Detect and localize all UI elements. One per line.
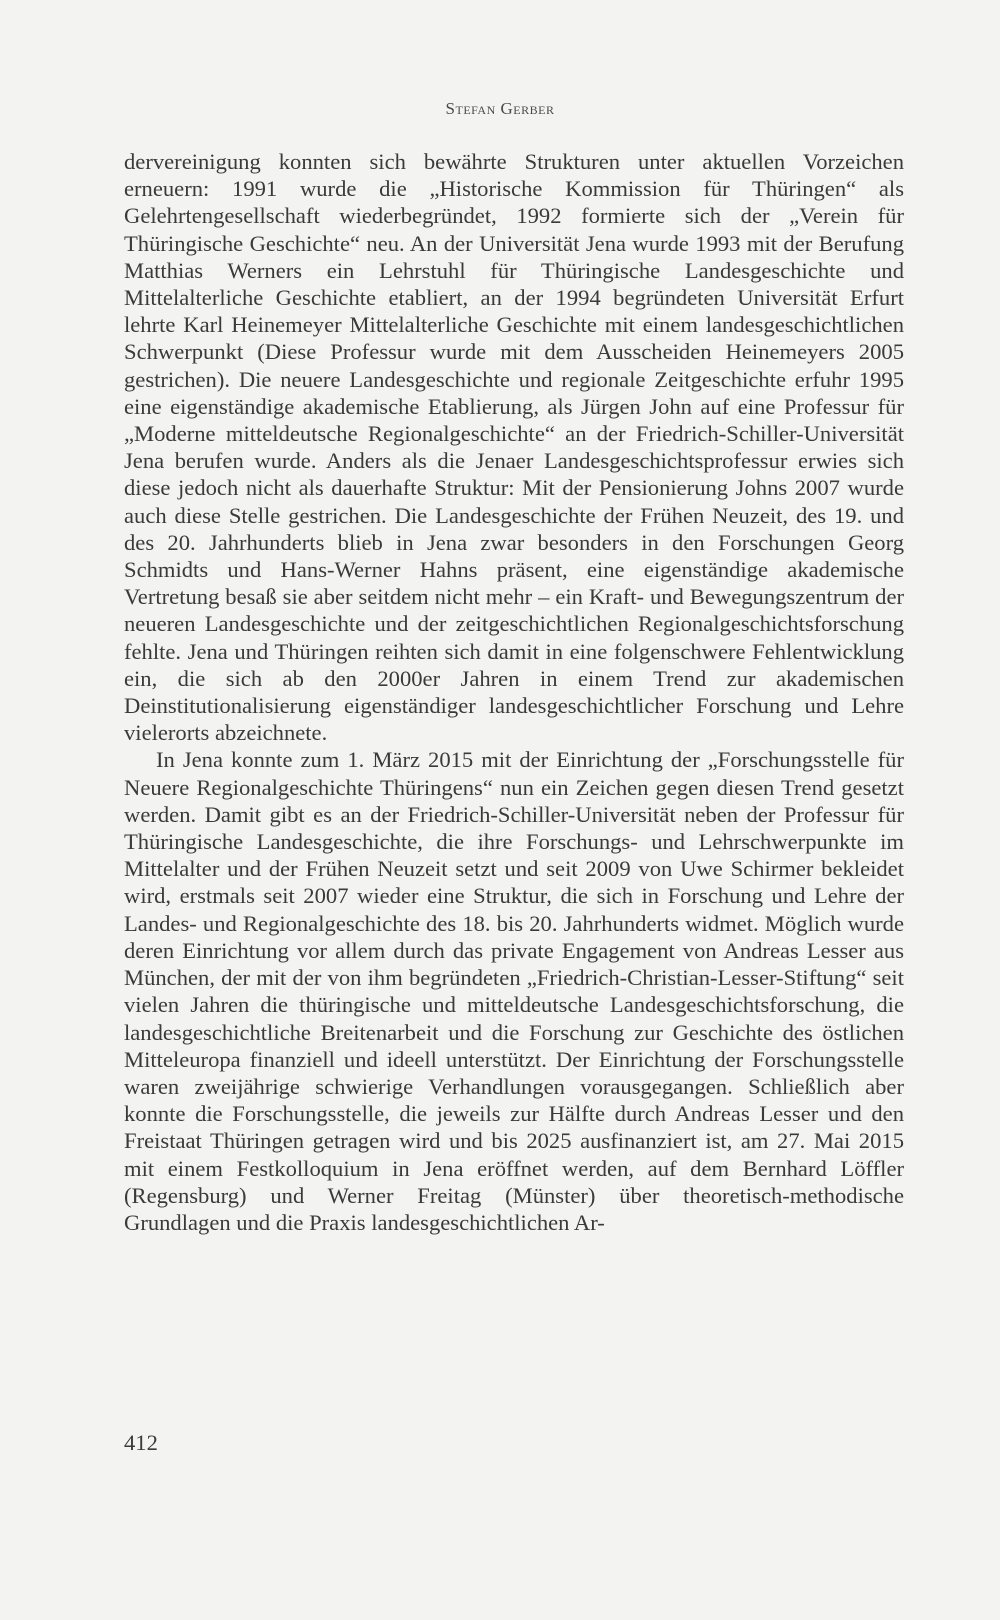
paragraph: dervereinigung konnten sich bewährte Strukturen unter aktuellen Vorzeichen erneuern: 1991 wurde die „Historische Kommission für Thüringen“ als Gelehrtengesellschaft wiederbegründet, 1992 formierte sich der „Verein für Thüringische Geschichte“ neu. An der Universität Jena wurde 1993 mit der Berufung Matthias Werners ein Lehrstuhl für Thüringische Landesgeschichte und Mittelalterliche Geschichte etabliert, an der 1994 begründeten Universität Erfurt lehrte Karl Heinemeyer Mittelalterliche Geschichte mit einem landesgeschichtlichen Schwerpunkt (Diese Professur wurde mit dem Ausscheiden Heinemeyers 2005 gestrichen). Die neuere Landesgeschichte und regionale Zeitgeschichte erfuhr 1995 eine eigenständige akademische Etablierung, als Jürgen John auf eine Professur für „Moderne mitteldeutsche Regionalgeschichte“ an der Friedrich-Schiller-Universität Jena berufen wurde. Anders als die Jenaer Landesgeschichtsprofessur erwies sich diese jedoch nicht als dauerhafte Struktur: Mit der Pensionierung Johns 2007 wurde auch diese Stelle gestrichen. Die Landesgeschichte der Frühen Neuzeit, des 19. und des 20. Jahrhunderts blieb in Jena zwar besonders in den Forschungen Georg Schmidts und Hans-Werner Hahns präsent, eine eigenständige akademische Vertretung besaß sie aber seitdem nicht mehr – ein Kraft- und Bewegungszentrum der neueren Landesgeschichte und der zeitgeschichtlichen Regionalgeschichtsforschung fehlte. Jena und Thüringen reihten sich damit in eine folgenschwere Fehlentwicklung ein, die sich ab den 2000er Jahren in einem Trend zur akademischen Deinstitutionalisierung eigenständiger landesgeschichtlicher Forschung und Lehre vielerorts abzeichnete.: [124, 149, 904, 746]
body-text: [124, 148, 904, 1236]
running-head: Stefan Gerber: [445, 99, 555, 118]
paragraph: In Jena konnte zum 1. März 2015 mit der Einrichtung der „Forschungsstelle für Neuere Regionalgeschichte Thüringens“ nun ein Zeichen gegen diesen Trend gesetzt werden. Damit gibt es an der Friedrich-Schiller-Universität neben der Professur für Thüringische Landesgeschichte, die ihre Forschungs- und Lehrschwerpunkte im Mittelalter und der Frühen Neuzeit setzt und seit 2009 von Uwe Schirmer bekleidet wird, erstmals seit 2007 wieder eine Struktur, die sich in Forschung und Lehre der Landes- und Regionalgeschichte des 18. bis 20. Jahrhunderts widmet. Möglich wurde deren Einrichtung vor allem durch das private Engagement von Andreas Lesser aus München, der mit der von ihm begründeten „Friedrich-Christian-Lesser-Stiftung“ seit vielen Jahren die thüringische und mitteldeutsche Landesgeschichtsforschung, die landesgeschichtliche Breitenarbeit und die Forschung zur Geschichte des östlichen Mitteleuropa finanziell und ideell unterstützt. Der Einrichtung der Forschungsstelle waren zweijährige schwierige Verhandlungen vorausgegangen. Schließlich aber konnte die Forschungsstelle, die jeweils zur Hälfte durch Andreas Lesser und den Freistaat Thüringen getragen wird und bis 2025 ausfinanziert ist, am 27. Mai 2015 mit einem Festkolloquium in Jena eröffnet werden, auf dem Bernhard Löffler (Regensburg) und Werner Freitag (Münster) über theoretisch-methodische Grundlagen und die Praxis landesgeschichtlichen Ar-: [124, 747, 904, 1235]
page-number: 412: [124, 1430, 158, 1455]
